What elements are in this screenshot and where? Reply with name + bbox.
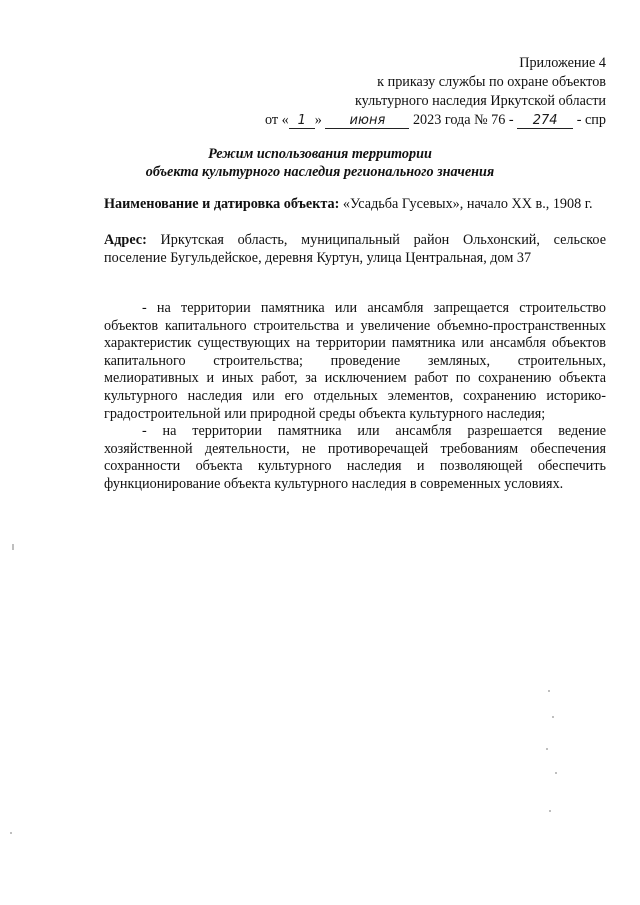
handwritten-day: 1 [289, 114, 315, 129]
scan-speck [549, 810, 551, 812]
order-suffix: - спр [576, 112, 606, 128]
order-date-line [265, 111, 606, 130]
object-address-label: Адрес: [104, 232, 147, 248]
object-address-block [104, 232, 606, 267]
object-name-value: «Усадьба Гусевых», начало XX в., 1908 г. [342, 196, 593, 212]
date-prefix: от « [265, 112, 289, 128]
handwritten-month: июня [325, 114, 409, 129]
rule-prohibited: - на территории памятника или ансамбля запрещается строительство объектов капитального строительства и увеличение объемно-пространственных характеристик существующих на территории памятника или ансамбля объектов капитального строительства; проведение земляных, строительных, мелиоративных и иных работ, за исключением работ по сохранению объекта культурного наследия или его отдельных элементов, сохранению историко-градостроительной или природной среды объекта культурного наследия; [104, 300, 606, 422]
object-name-label: Наименование и датировка объекта: [104, 196, 340, 212]
title-line-1: Режим использования территории [208, 146, 432, 162]
title-line-2: объекта культурного наследия регионального значения [145, 164, 495, 180]
scan-speck [10, 832, 12, 834]
order-authority: культурного наследия Иркутской области [354, 93, 606, 109]
order-reference: к приказу службы по охране объектов [377, 74, 606, 90]
scan-speck [546, 748, 548, 750]
scan-speck [12, 544, 14, 550]
rule-permitted: - на территории памятника или ансамбля разрешается ведение хозяйственной деятельности, не противоречащей требованиям обеспечения сохранности объекта культурного наследия и позволяющей обеспечить функционирование объекта культурного наследия в современных условиях. [104, 423, 606, 492]
scan-speck [555, 772, 557, 774]
appendix-number: Приложение 4 [519, 55, 606, 71]
usage-rules [104, 300, 606, 494]
appendix-header [265, 54, 606, 130]
handwritten-order-number: 274 [517, 114, 573, 129]
date-day-suffix: » [314, 112, 322, 128]
document-title [0, 145, 640, 181]
scan-speck [548, 690, 550, 692]
scan-speck [552, 716, 554, 718]
order-year-number: 2023 года № 76 - [412, 112, 514, 128]
object-name-block [104, 196, 606, 214]
object-address-value: Иркутская область, муниципальный район Ольхонский, сельское поселение Бугульдейское, деревня Куртун, улица Центральная, дом 37 [104, 232, 607, 266]
